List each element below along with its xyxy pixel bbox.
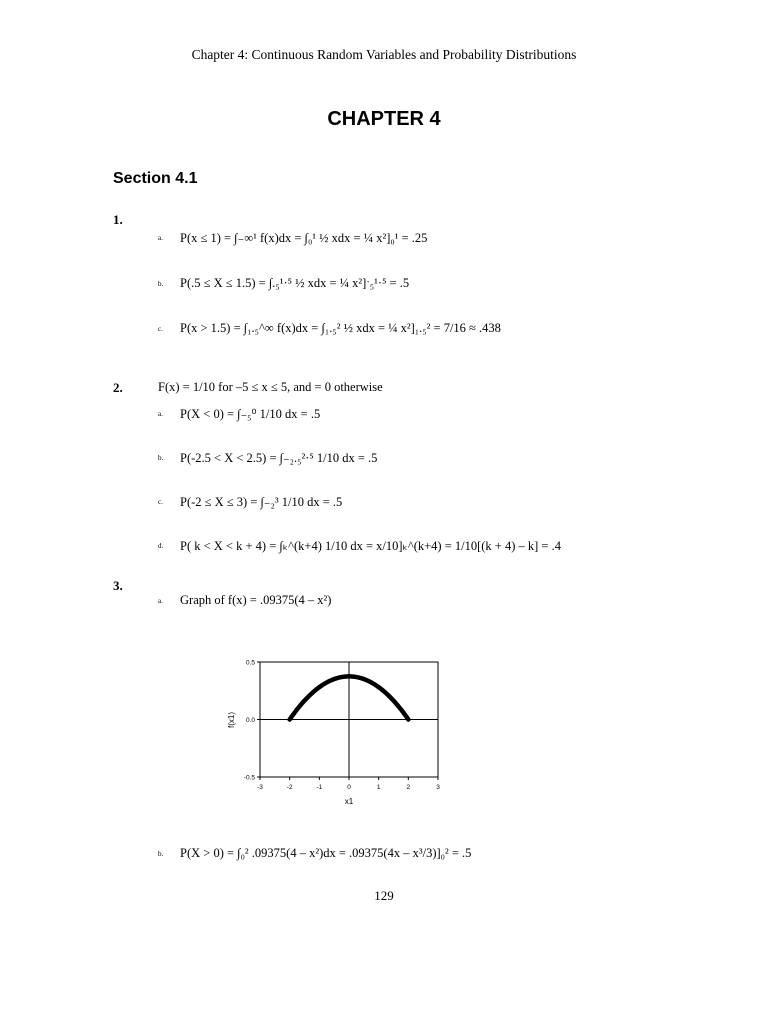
x-tick-label: 3 [436,784,440,791]
data-point [317,685,321,689]
problem-2a: P(X < 0) = ∫₋₅⁰ 1/10 dx = .5 [180,407,321,421]
y-tick-label: 0.5 [245,659,255,667]
function-graph [220,650,460,815]
part-letter: d. [158,542,164,550]
part-letter: b. [158,280,164,288]
data-point [347,674,351,678]
x-tick-label: -1 [316,784,323,791]
y-tick-label: -0.5 [243,774,255,782]
part-letter: a. [158,597,163,605]
problem-1a: P(x ≤ 1) = ∫₋∞¹ f(x)dx = ∫₀¹ ½ xdx = ¼ x²]₀¹ = .25 [180,231,428,245]
data-point [406,717,410,721]
data-point [287,717,291,721]
problem-2d: P( k < X < k + 4) = ∫ₖ^(k+4) 1/10 dx = x/10]ₖ^(k+4) = 1/10[(k + 4) – k] = .4 [180,539,561,553]
problem-3a: Graph of f(x) = .09375(4 – x²) [180,593,332,607]
chapter-title: CHAPTER 4 [327,108,441,130]
data-point [302,698,306,702]
problem-2c: P(-2 ≤ X ≤ 3) = ∫₋₂³ 1/10 dx = .5 [180,495,343,509]
problem-2b: P(-2.5 < X < 2.5) = ∫₋₂.₅²·⁵ 1/10 dx = .5 [180,451,378,465]
data-point [332,677,336,681]
running-header: Chapter 4: Continuous Random Variables and Probability Distributions [191,47,577,62]
y-tick-label: 0.0 [245,717,255,724]
part-letter: b. [158,850,164,858]
problem-2-intro: F(x) = 1/10 for –5 ≤ x ≤ 5, and = 0 otherwise [158,380,383,394]
x-tick-label: 2 [406,784,411,791]
part-letter: c. [158,498,163,506]
page-number: 129 [374,888,394,903]
problem-1b: P(.5 ≤ X ≤ 1.5) = ∫.₅¹·⁵ ½ xdx = ¼ x²]ˑ₅¹·⁵ = .5 [180,276,410,290]
part-letter: a. [158,234,163,242]
problem-1c: P(x > 1.5) = ∫₁.₅^∞ f(x)dx = ∫₁.₅² ½ xdx = ¼ x²]₁.₅² = 7/16 ≈ .438 [180,321,501,335]
x-tick-label: -3 [257,784,263,791]
part-letter: a. [158,410,163,418]
x-axis-label: x1 [344,797,354,806]
x-tick-label: 0 [347,784,351,791]
problem-number: 1. [113,212,123,227]
problem-number: 2. [113,380,123,395]
data-point [391,698,395,702]
x-tick-label: -2 [286,784,293,791]
part-letter: c. [158,325,163,333]
problem-number: 3. [113,578,123,593]
data-point [362,677,366,681]
data-point [376,685,380,689]
problem-3b: P(X > 0) = ∫₀² .09375(4 – x²)dx = .09375(4x – x³/3)]₀² = .5 [180,846,472,860]
y-axis-label: f(x1) [227,712,236,728]
x-tick-label: 1 [376,784,381,791]
section-title: Section 4.1 [113,170,198,187]
part-letter: b. [158,454,164,462]
